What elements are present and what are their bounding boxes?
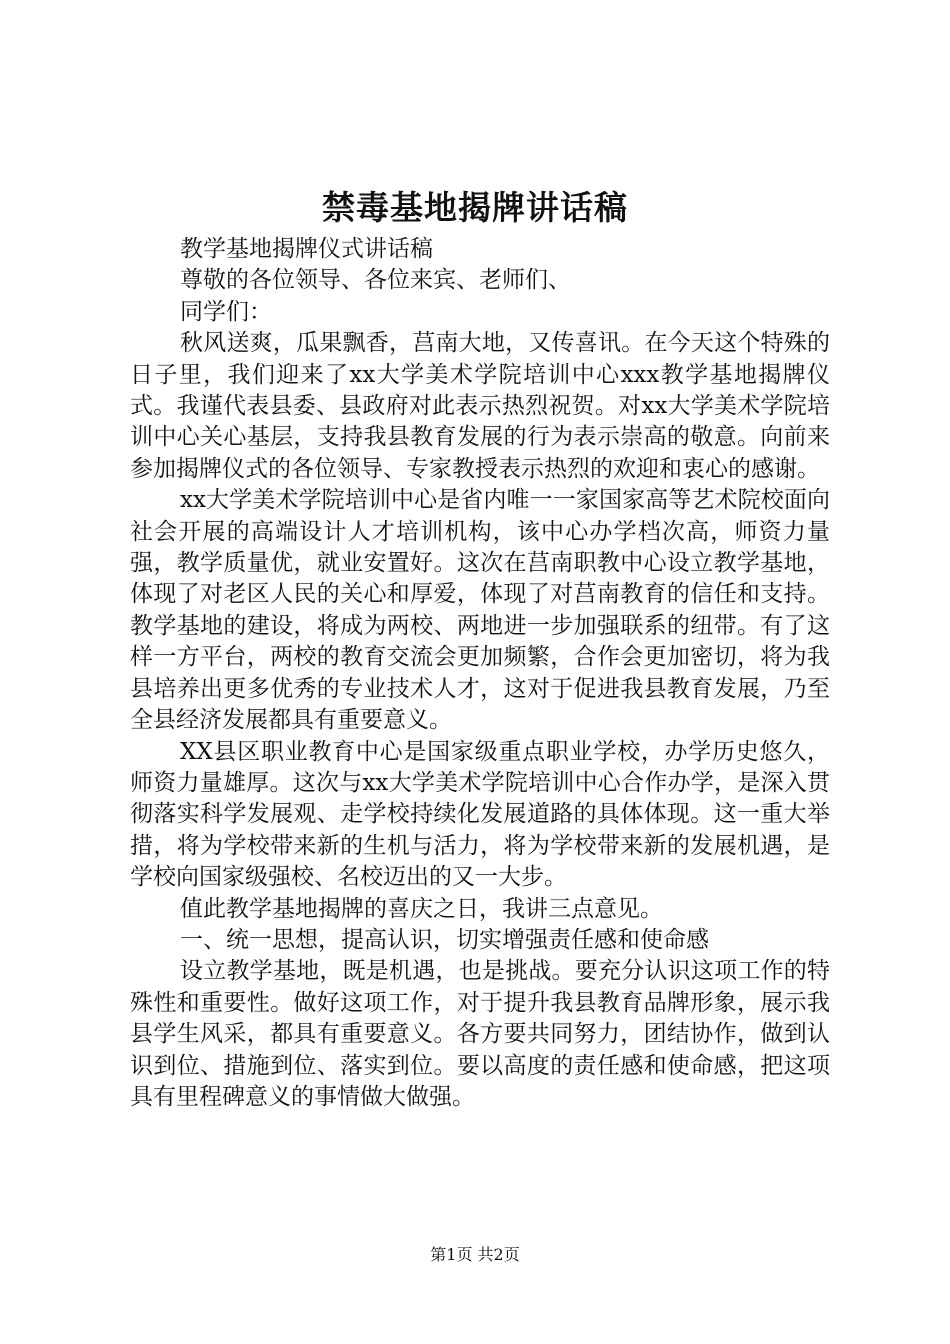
paragraph-opening: 秋风送爽，瓜果飘香，莒南大地，又传喜讯。在今天这个特殊的日子里，我们迎来了xx大学美术学院培训中心xxx教学基地揭牌仪式。我谨代表县委、县政府对此表示热烈祝贺。对xx大学美术学院培训中心关心基层，支持我县教育发展的行为表示崇高的敬意。向前来参加揭牌仪式的各位领导、专家教授表示热烈的欢迎和衷心的感谢。 — [130, 330, 830, 482]
page-number-footer: 第1页 共2页 — [430, 1245, 520, 1264]
paragraph-subtitle: 教学基地揭牌仪式讲话稿 — [180, 236, 433, 262]
paragraph-salutation-cont: 同学们： — [180, 298, 272, 325]
paragraph-center-intro: xx大学美术学院培训中心是省内唯一一家国家高等艺术院校面向社会开展的高端设计人才培训机构，该中心办学档次高，师资力量强，教学质量优，就业安置好。这次在莒南职教中心设立教学基地，体现了对老区人民的关心和厚爱，体现了对莒南教育的信任和支持。教学基地的建设，将成为两校、两地进一步加强联系的纽带。有了这样一方平台，两校的教育交流会更加频繁，合作会更加密切，将为我县培养出更多优秀的专业技术人才，这对于促进我县教育发展，乃至全县经济发展都具有重要意义。 — [130, 487, 830, 734]
document-body — [130, 234, 830, 1113]
paragraph-section-one: 设立教学基地，既是机遇，也是挑战。要充分认识这项工作的特殊性和重要性。做好这项工作，对于提升我县教育品牌形象，展示我县学生风采，都具有重要意义。各方要共同努力，团结协作，做到认识到位、措施到位、落实到位。要以高度的责任感和使命感，把这项具有里程碑意义的事情做大做强。 — [130, 958, 830, 1110]
paragraph-school-intro: XX县区职业教育中心是国家级重点职业学校，办学历史悠久，师资力量雄厚。这次与xx大学美术学院培训中心合作办学，是深入贯彻落实科学发展观、走学校持续化发展道路的具体体现。这一重大举措，将为学校带来新的生机与活力，将为学校带来新的发展机遇，是学校向国家级强校、名校迈出的又一大步。 — [130, 738, 830, 891]
paragraph-three-points: 值此教学基地揭牌的喜庆之日，我讲三点意见。 — [180, 895, 663, 922]
document-title: 禁毒基地揭牌讲话稿 — [322, 188, 628, 227]
paragraph-salutation: 尊敬的各位领导、各位来宾、老师们、 — [180, 267, 571, 294]
section-heading-one: 一、统一思想，提高认识，切实增强责任感和使命感 — [180, 926, 709, 953]
